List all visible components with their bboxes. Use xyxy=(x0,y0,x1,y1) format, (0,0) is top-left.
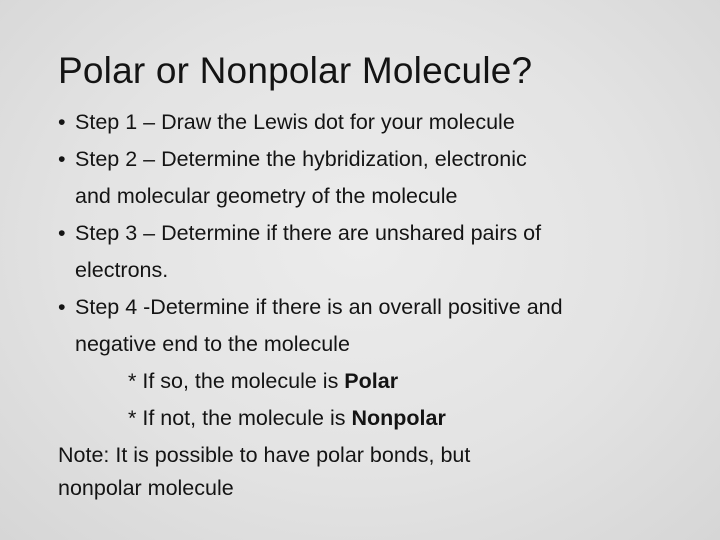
step-3-line-1: Step 3 – Determine if there are unshared pairs of xyxy=(75,221,542,245)
nonpolar-outcome-text: * If not, the molecule is xyxy=(128,406,352,430)
step-2-line-1: Step 2 – Determine the hybridization, electronic xyxy=(75,147,527,171)
bullet-icon: • xyxy=(58,110,66,134)
note-line-1: Note: It is possible to have polar bonds, but xyxy=(58,443,471,467)
note xyxy=(58,439,698,505)
nonpolar-outcome xyxy=(58,400,698,437)
step-1-text xyxy=(75,104,698,141)
step-1-item xyxy=(58,104,698,141)
note-line-2: nonpolar molecule xyxy=(58,476,234,500)
step-4-text xyxy=(75,289,698,363)
slide-body xyxy=(58,104,698,505)
nonpolar-result: Nonpolar xyxy=(351,406,446,430)
step-4-line-2: negative end to the molecule xyxy=(75,332,350,356)
step-3-item xyxy=(58,215,698,289)
step-3-text xyxy=(75,215,698,289)
step-2-line-2: and molecular geometry of the molecule xyxy=(75,184,458,208)
polar-result: Polar xyxy=(344,369,399,393)
step-1-line-1: Step 1 – Draw the Lewis dot for your molecule xyxy=(75,110,515,134)
bullet-icon: • xyxy=(58,147,66,171)
step-2-item xyxy=(58,141,698,215)
bullet-icon: • xyxy=(58,221,66,245)
bullet-icon: • xyxy=(58,295,66,319)
step-3-line-2: electrons. xyxy=(75,258,169,282)
step-4-line-1: Step 4 -Determine if there is an overall positive and xyxy=(75,295,563,319)
slide-title: Polar or Nonpolar Molecule? xyxy=(58,50,533,91)
step-4-item xyxy=(58,289,698,363)
polar-outcome-text: * If so, the molecule is xyxy=(128,369,345,393)
polar-outcome xyxy=(58,363,698,400)
step-2-text xyxy=(75,141,698,215)
